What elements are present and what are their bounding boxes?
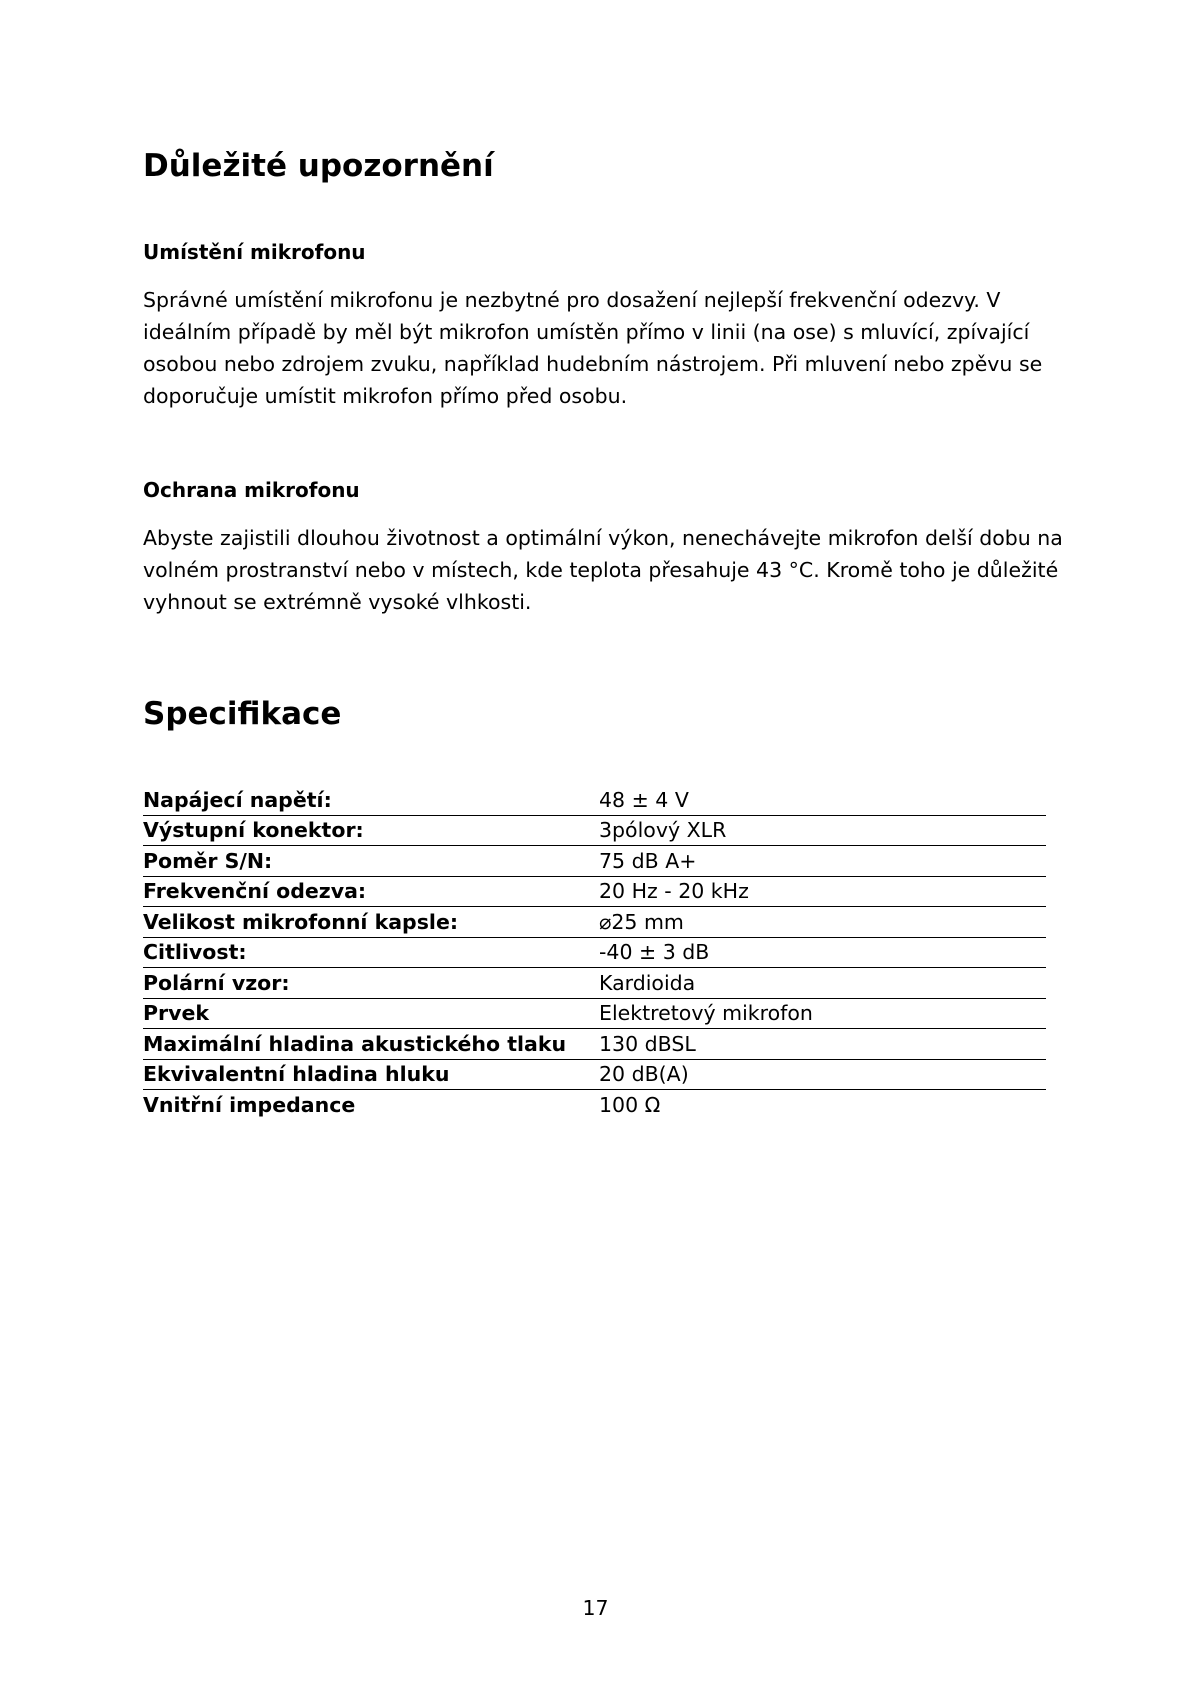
spec-label: Frekvenční odezva: <box>143 879 367 903</box>
table-row <box>143 876 1046 907</box>
spec-value: Elektretový mikrofon <box>599 1001 813 1025</box>
table-row <box>143 1029 1046 1060</box>
table-row <box>143 907 1046 938</box>
table-row <box>143 785 1046 815</box>
table-row <box>143 1059 1046 1090</box>
subheading-placement: Umístění mikrofonu <box>143 240 366 264</box>
spec-label: Napájecí napětí: <box>143 787 332 812</box>
spec-label: Prvek <box>143 1001 210 1025</box>
table-row <box>143 937 1046 968</box>
table-row <box>143 815 1046 846</box>
spec-value: 20 dB(A) <box>599 1062 689 1086</box>
spec-label: Vnitřní impedance <box>143 1092 356 1117</box>
spec-table <box>143 785 1046 1120</box>
table-row <box>143 1090 1046 1120</box>
table-row <box>143 846 1046 877</box>
paragraph-protection: Abyste zajistili dlouhou životnost a optimální výkon, nenechávejte mikrofon delší dobu na volném prostranství nebo v místech, kde teplota přesahuje 43 °C. Kromě toho je důležité vyhnout se extrémně vysoké vlhkosti. <box>143 526 1063 614</box>
table-row <box>143 968 1046 999</box>
spec-value: 75 dB A+ <box>599 848 697 873</box>
spec-value: 130 dBSL <box>599 1031 696 1056</box>
spec-value: 3pólový XLR <box>599 818 727 842</box>
spec-label: Polární vzor: <box>143 970 290 995</box>
spec-value: 20 Hz - 20 kHz <box>599 879 749 903</box>
page-number: 17 <box>582 1596 609 1620</box>
spec-value: Kardioida <box>599 970 696 995</box>
spec-label: Ekvivalentní hladina hluku <box>143 1062 450 1086</box>
spec-value: -40 ± 3 dB <box>599 940 710 964</box>
spec-value: 48 ± 4 V <box>599 787 689 812</box>
spec-label: Maximální hladina akustického tlaku <box>143 1031 567 1056</box>
subheading-protection: Ochrana mikrofonu <box>143 478 360 502</box>
spec-value: 100 Ω <box>599 1092 661 1117</box>
section-title-specs: Specifikace <box>143 696 342 732</box>
section-title-important: Důležité upozornění <box>143 148 494 184</box>
spec-label: Výstupní konektor: <box>143 818 364 842</box>
paragraph-placement: Správné umístění mikrofonu je nezbytné pro dosažení nejlepší frekvenční odezvy. V ideálním případě by měl být mikrofon umístěn přímo v linii (na ose) s mluvící, zpívající osobou nebo zdrojem zvuku, například hudebním nástrojem. Při mluvení nebo zpěvu se doporučuje umístit mikrofon přímo před osobu. <box>143 288 1043 408</box>
spec-value: ⌀25 mm <box>599 909 684 934</box>
spec-label: Citlivost: <box>143 940 247 964</box>
table-row <box>143 998 1046 1029</box>
spec-label: Poměr S/N: <box>143 848 273 873</box>
spec-label: Velikost mikrofonní kapsle: <box>143 909 459 934</box>
